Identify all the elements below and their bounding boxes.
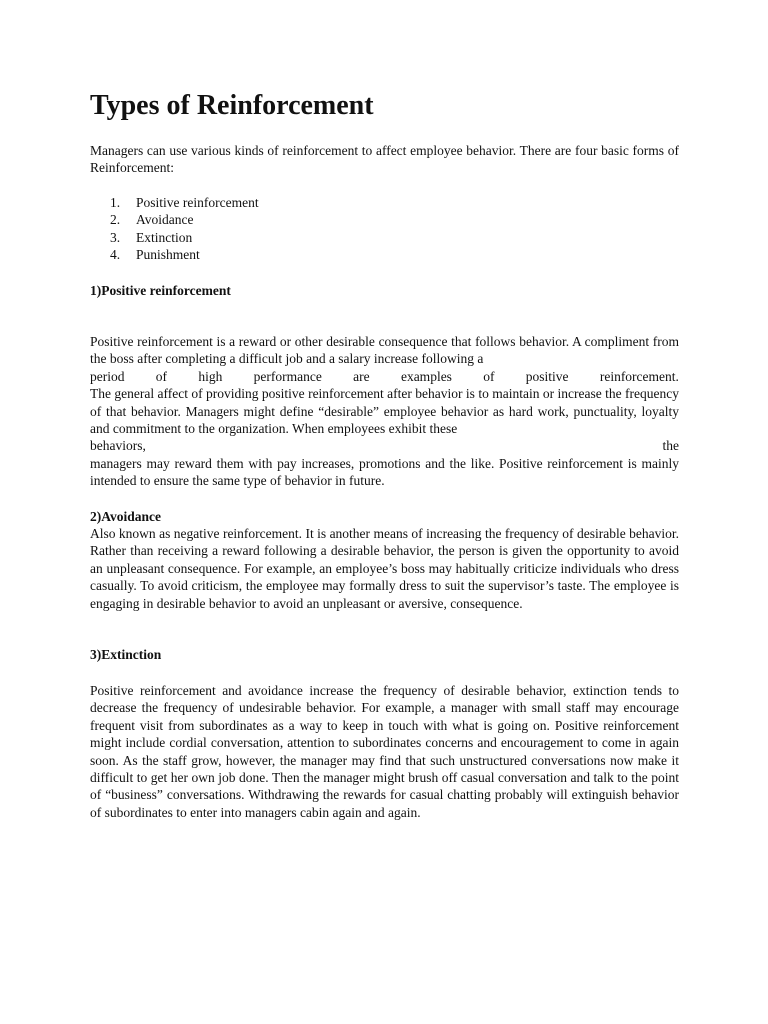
list-item-number: 2. bbox=[110, 212, 121, 228]
word: reinforcement. bbox=[599, 368, 679, 384]
word: of bbox=[155, 368, 168, 384]
word: period bbox=[90, 368, 125, 384]
forms-list bbox=[110, 194, 259, 264]
list-item-text: Extinction bbox=[136, 229, 193, 245]
list-item bbox=[110, 211, 259, 228]
word: behaviors, bbox=[90, 438, 146, 454]
section-body-avoidance: Also known as negative reinforcement. It is another means of increasing the frequency of desirable behavior. Rather than receiving a reward following a desirable behavior, the person is given the opportunity to avoid an unpleasant consequence. For example, an employee’s boss may habitually criticize individuals who dress casually. To avoid criticism, the employee may formally dress to suit the supervisor’s taste. The employee is engaging in desirable behavior to avoid an unpleasant or aversive, consequence. bbox=[90, 526, 679, 611]
word: examples bbox=[400, 368, 452, 384]
list-item-text: Avoidance bbox=[136, 212, 194, 228]
section-heading-avoidance: 2)Avoidance bbox=[90, 509, 161, 524]
positive-paragraph-part: Positive reinforcement is a reward or other desirable consequence that follows behavior. A compliment from the boss after completing a difficult job and a salary increase following a bbox=[90, 334, 679, 367]
intro-paragraph: Managers can use various kinds of reinforcement to affect employee behavior. There are four basic forms of Reinforcement: bbox=[90, 143, 679, 176]
section-heading-positive: 1)Positive reinforcement bbox=[90, 283, 231, 298]
word: performance bbox=[253, 368, 322, 384]
positive-justified-line bbox=[90, 437, 679, 454]
positive-paragraph-part: The general affect of providing positive reinforcement after behavior is to maintain or increase the frequency of that behavior. Managers might define “desirable” employee behavior as hard work, punctuality, loyalty and commitment to the organization. When employees exhibit these bbox=[90, 386, 679, 437]
positive-paragraph-part: managers may reward them with pay increases, promotions and the like. Positive reinforcement is mainly intended to ensure the same type of behavior in future. bbox=[90, 455, 679, 489]
positive-justified-line bbox=[90, 368, 679, 385]
section-body-positive bbox=[90, 333, 679, 490]
list-item bbox=[110, 194, 259, 211]
page-title: Types of Reinforcement bbox=[90, 90, 374, 121]
list-item bbox=[110, 229, 259, 246]
list-item-number: 3. bbox=[110, 229, 121, 245]
list-item bbox=[110, 246, 259, 263]
section-body-extinction: Positive reinforcement and avoidance increase the frequency of desirable behavior, extinction tends to decrease the frequency of undesirable behavior. For example, a manager with small staff may encourage frequent visit from subordinates as a way to keep in touch with what is going on. Positive reinforcement might include cordial conversation, attention to subordinates concerns and encouragement to come in again soon. As the staff grow, however, the manager may find that such unstructured conversations now make it difficult to get her own job done. Then the manager might brush off casual conversation and talk to the point of “business” conversations. Withdrawing the rewards for casual chatting probably will extinguish behavior of subordinates to enter into managers cabin again and again. bbox=[90, 683, 679, 820]
section-heading-extinction: 3)Extinction bbox=[90, 647, 162, 662]
list-item-number: 1. bbox=[110, 195, 121, 210]
list-item-number: 4. bbox=[110, 247, 121, 263]
word: of bbox=[483, 368, 495, 384]
word: positive bbox=[525, 368, 569, 384]
word: the bbox=[662, 438, 679, 454]
word: high bbox=[198, 368, 223, 384]
list-item-text: Positive reinforcement bbox=[136, 195, 259, 210]
list-item-text: Punishment bbox=[136, 247, 200, 263]
word: are bbox=[353, 368, 370, 384]
